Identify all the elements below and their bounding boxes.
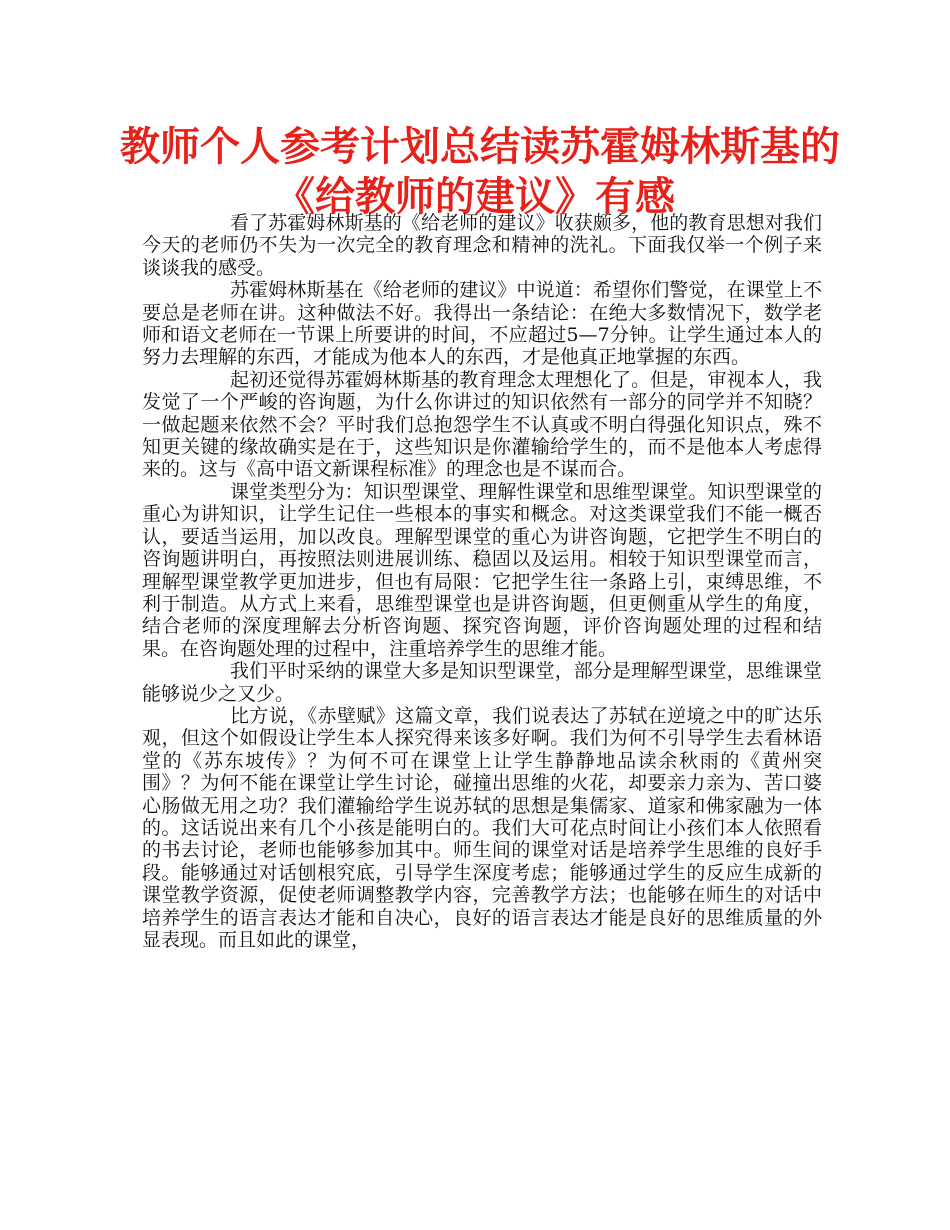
paragraph-5: 我们平时采纳的课堂大多是知识型课堂，部分是理解型课堂，思维课堂能够说少之又少。 (142, 660, 822, 705)
document-body (142, 212, 822, 951)
paragraph-2: 苏霍姆林斯基在《给老师的建议》中说道：希望你们警觉，在课堂上不要总是老师在讲。这种做法不好。我得出一条结论：在绝大多数情况下，数学老师和语文老师在一节课上所要讲的时间，不应超过5—7分钟。让学生通过本人的努力去理解的东西，才能成为他本人的东西，才是他真正地掌握的东西。 (142, 279, 822, 369)
document-title-line-1: 教师个人参考计划总结读苏霍姆林斯基的 (120, 124, 840, 170)
paragraph-6: 比方说，《赤壁赋》这篇文章，我们说表达了苏轼在逆境之中的旷达乐观，但这个如假设让学生本人探究得来该多好啊。我们为何不引导学生去看林语堂的《苏东坡传》？为何不可在课堂上让学生静静地品读余秋雨的《黄州突围》？为何不能在课堂让学生讨论，碰撞出思维的火花，却要亲力亲为、苦口婆心肠做无用之功？我们灌输给学生说苏轼的思想是集儒家、道家和佛家融为一体的。这话说出来有几个小孩是能明白的。我们大可花点时间让小孩们本人依照看的书去讨论，老师也能够参加其中。师生间的课堂对话是培养学生思维的良好手段。能够通过对话刨根究底，引导学生深度考虑；能够通过学生的反应生成新的课堂教学资源，促使老师调整教学内容，完善教学方法；也能够在师生的对话中培养学生的语言表达才能和自决心，良好的语言表达才能是良好的思维质量的外显表现。而且如此的课堂， (142, 704, 822, 951)
paragraph-3: 起初还觉得苏霍姆林斯基的教育理念太理想化了。但是，审视本人，我发觉了一个严峻的咨询题，为什么你讲过的知识依然有一部分的同学并不知晓？一做起题来依然不会？平时我们总抱怨学生不认真或不明白得强化知识点，殊不知更关键的缘故确实是在于，这些知识是你灌输给学生的，而不是他本人考虑得来的。这与《高中语文新课程标准》的理念也是不谋而合。 (142, 368, 822, 481)
paragraph-1: 看了苏霍姆林斯基的《给老师的建议》收获颇多，他的教育思想对我们今天的老师仍不失为一次完全的教育理念和精神的洗礼。下面我仅举一个例子来谈谈我的感受。 (142, 212, 822, 279)
document-title-line-2: 《给教师的建议》有感 (275, 174, 675, 220)
paragraph-4: 课堂类型分为：知识型课堂、理解性课堂和思维型课堂。知识型课堂的重心为讲知识，让学生记住一些根本的事实和概念。对这类课堂我们不能一概否认，要适当运用，加以改良。理解型课堂的重心为讲咨询题，它把学生不明白的咨询题讲明白，再按照法则进展训练、稳固以及运用。相较于知识型课堂而言，理解型课堂教学更加进步，但也有局限：它把学生往一条路上引，束缚思维，不利于制造。从方式上来看，思维型课堂也是讲咨询题，但更侧重从学生的角度，结合老师的深度理解去分析咨询题、探究咨询题，评价咨询题处理的过程和结果。在咨询题处理的过程中，注重培养学生的思维才能。 (142, 480, 822, 660)
